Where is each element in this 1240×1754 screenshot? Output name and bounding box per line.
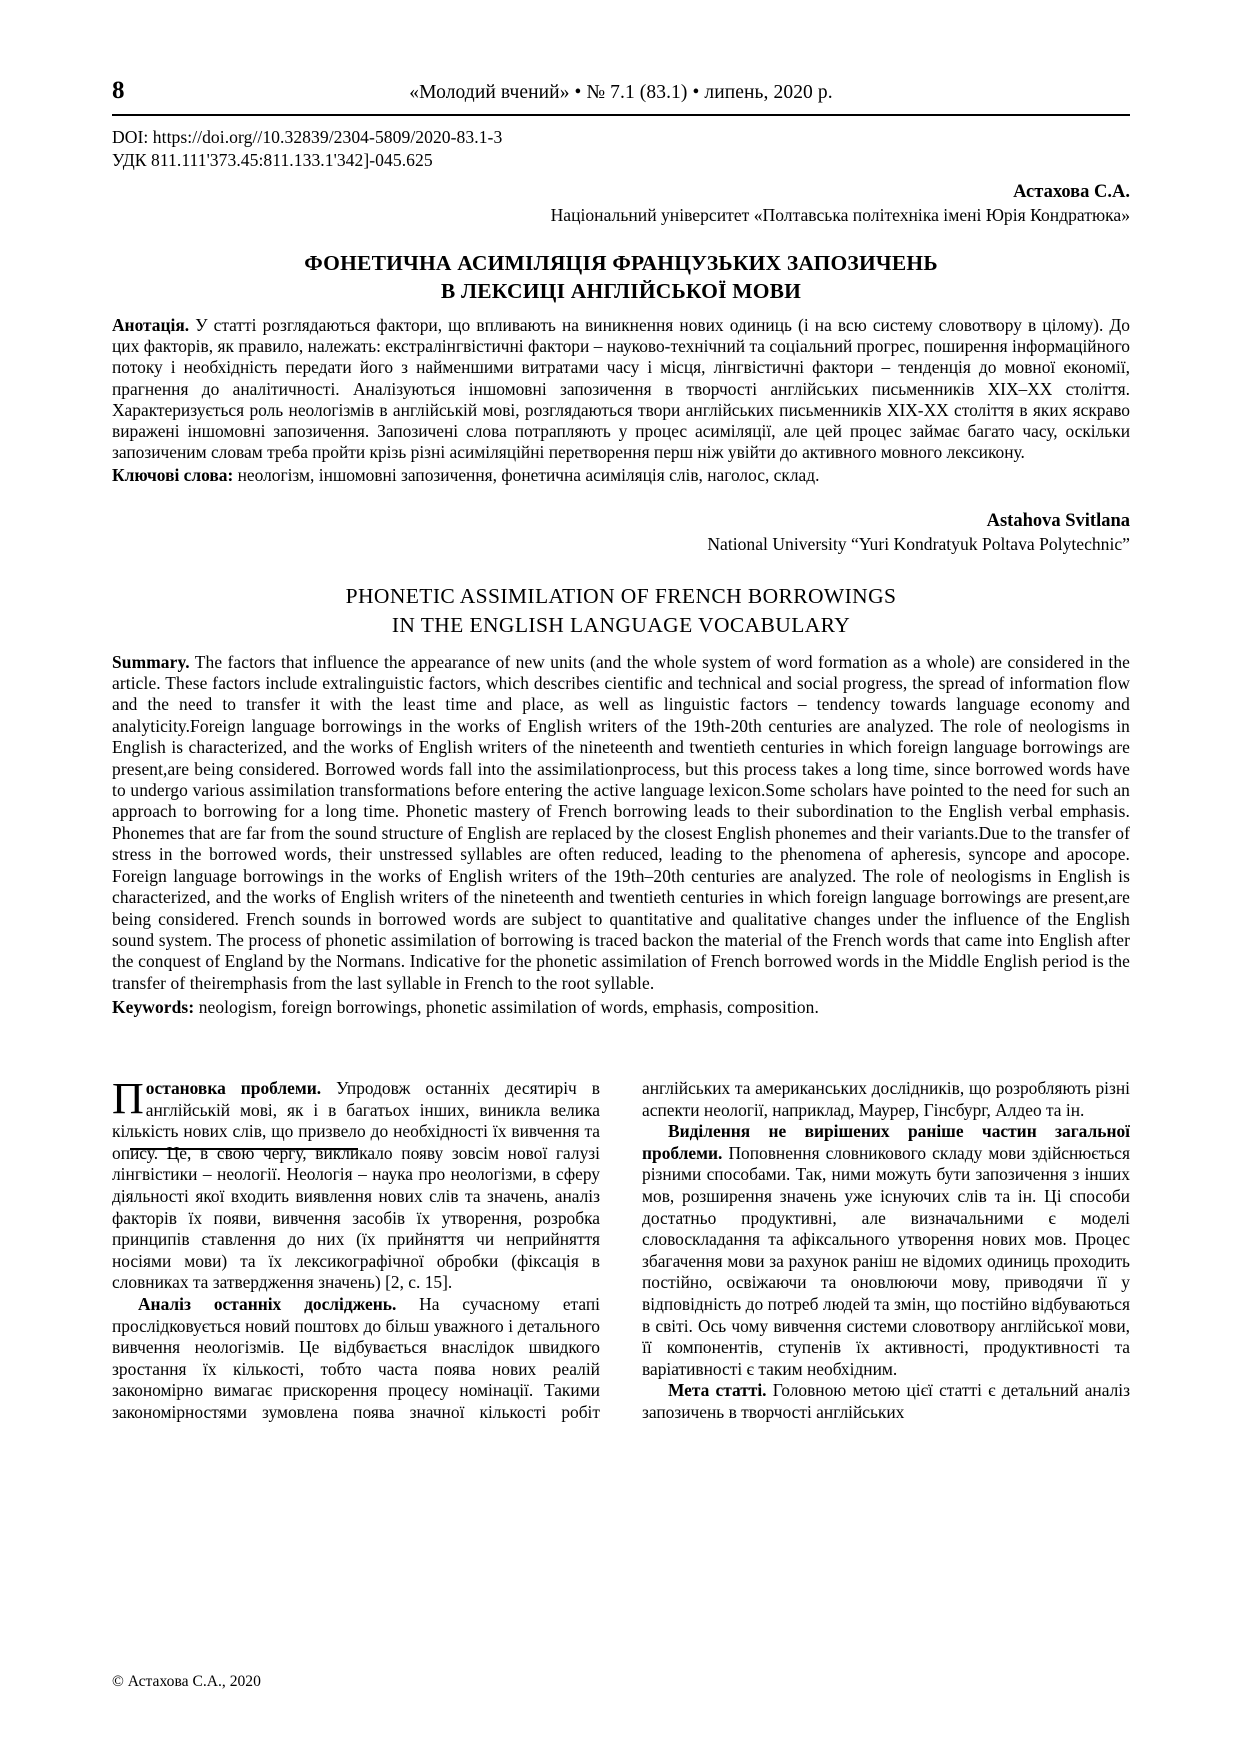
paragraph-lead-in: Аналіз останніх досліджень. [138, 1293, 397, 1314]
udc-line: УДК 811.111'373.45:811.133.1'342]-045.625 [112, 150, 433, 170]
en-summary [112, 652, 1130, 995]
en-summary-text: The factors that influence the appearance of new units (and the whole system of word formation as a whole) are considered in the article. These factors include extralinguistic factors, which describes cientific and technical and social progress, the spread of information flow and the need to transfer it with the least time and place, as well as linguistic factors – tendency towards language economy and analyticity.Foreign language borrowings in the works of English writers of the 19th-20th centuries are analyzed. The role of neologisms in English is characterized, and the works of English writers of the nineteenth and twentieth centuries in which foreign language borrowings are present,are being considered. Borrowed words fall into the assimilationprocess, but this process takes a long time, since borrowed words have to undergo various assimilation transformations before entering the active language lexicon.Some scholars have pointed to the need for such an approach to borrowing for a long time. Phonetic mastery of French borrowing leads to their subordination to the English verbal emphasis. Phonemes that are far from the sound structure of English are replaced by the closest English phonemes and their variants.Due to the transfer of stress in the borrowed words, their unstressed syllables are often reduced, leading to the phenomena of apheresis, syncope and apocope. Foreign language borrowings in the works of English writers of the 19th–20th centuries are analyzed. The role of neologisms in English is characterized, and the works of English writers of the nineteenth and twentieth centuries in which foreign language borrowings are present,are being considered. French sounds in borrowed words are subject to quantitative and qualitative changes under the influence of the English sound system. The process of phonetic assimilation of borrowing is traced backon the material of the French words that came into English after the conquest of England by the Normans. Indicative for the phonetic assimilation of French borrowed words in the Middle English period is the transfer of theiremphasis from the last syllable in French to the root syllable. [112, 651, 1130, 993]
en-keywords-text: neologism, foreign borrowings, phonetic assimilation of words, emphasis, composition. [194, 997, 819, 1018]
ua-keywords [112, 465, 1130, 486]
en-keywords-label: Keywords: [112, 997, 195, 1018]
en-title-line-1: PHONETIC ASSIMILATION OF FRENCH BORROWINGS [345, 583, 897, 608]
body-paragraph [112, 1074, 600, 1294]
en-summary-label: Summary. [112, 651, 190, 672]
doi-line[interactable]: DOI: https://doi.org//10.32839/2304-5809/2020-83.1-3 [112, 127, 503, 147]
ua-article-title [112, 249, 1130, 305]
paragraph-lead-in: Виділення не вирішених раніше частин загальної проблеми. [642, 1121, 1130, 1163]
en-author: Astahova Svitlana [986, 510, 1130, 531]
ua-abstract-text: У статті розглядаються фактори, що впливають на виникнення нових одиниць (і на всю систему словотвору в цілому). До цих факторів, як правило, належать: екстралінгвістичні фактори – науково-технічний та соціальний прогрес, поширення інформаційного потоку і необхідність передати його з найменшими витратами часу і місця, лінгвістичні фактори – тенденція до мовної економії, прагнення до аналітичності. Аналізуються іншомовні запозичення в творчості англійських письменників XIX–XX століття. Характеризується роль неологізмів в англійській мові, розглядаються твори англійських письменників XIX-XX століття в яких яскраво виражені іншомовні запозичення. Запозичені слова потрапляють у процес асиміляції, але цей процес займає багато часу, оскільки запозиченим словам треба пройти крізь різні асиміляційні перетворення перш ніж увійти до активного мовного лексикону. [112, 315, 1130, 463]
paragraph-text: Поповнення словникового складу мови здійснюється різними способами. Так, ними можуть бути запозичення з інших мов, розширення значень уже існуючих слів та ін. Ці способи достатньо продуктивні, але визначальними є моделі словоскладання та афіксального утворення нових мов. Процес збагачення мови за рахунок раніш не відомих одиниць проходить постійно, освіжаючи та оновлюючи мову, приводячи її у відповідність до потреб людей та змін, що постійно відбуваються в світі. Ось чому вивчення системи словотвору англійської мови, її компонентів, ступенів їх активності, продуктивності та варіативності є таким необхідним. [642, 1142, 1130, 1379]
paragraph-lead-in: Мета статті. [668, 1380, 767, 1401]
running-head [112, 78, 1130, 103]
paragraph-text: Головною метою цієї статті є детальний аналіз запозичень в творчості англійських [642, 1380, 1130, 1422]
en-keywords [112, 997, 1130, 1018]
journal-running-title: «Молодий вчений» • № 7.1 (83.1) • липень, 2020 р. [409, 82, 833, 103]
en-title-line-2: IN THE ENGLISH LANGUAGE VOCABULARY [391, 612, 851, 637]
header-divider [112, 114, 1130, 116]
body-paragraph [642, 1380, 1130, 1423]
en-article-title [112, 582, 1130, 640]
paragraph-lead-in: остановка проблеми. [145, 1078, 322, 1098]
footer-copyright: © Астахова С.А., 2020 [112, 1673, 261, 1690]
ua-author: Астахова С.А. [1013, 182, 1130, 202]
ua-keywords-text: неологізм, іншомовні запозичення, фонетична асиміляція слів, наголос, склад. [233, 465, 820, 486]
ua-keywords-label: Ключові слова: [112, 465, 234, 486]
drop-cap: П [112, 1074, 144, 1123]
page-number: 8 [112, 77, 125, 104]
ua-abstract-label: Анотація. [112, 315, 190, 335]
body-paragraph [642, 1121, 1130, 1380]
ua-title-line-1: ФОНЕТИЧНА АСИМІЛЯЦІЯ ФРАНЦУЗЬКИХ ЗАПОЗИЧЕНЬ [304, 251, 938, 275]
front-matter [112, 126, 1130, 1019]
en-affiliation: National University “Yuri Kondratyuk Poltava Polytechnic” [707, 533, 1130, 554]
paragraph-text: Упродовж останніх десятиріч в англійській мові, як і в багатьох інших, виникла велика кількість нових слів, що призвело до необхідності їх вивчення та опису. Це, в свою чергу, викликало появу зовсім нової галузі лінгвістики – неології. Неологія – наука про неологізми, в сферу діяльності якої входить виявлення нових слів та значень, аналіз факторів їх появи, вивчення засобів їх утворення, розробка принципів ставлення до них (їх прийняття чи неприйняття носіями мови) та їх лексикографічної обробки (фіксація в словниках та затвердження значень) [2, с. 15]. [112, 1078, 600, 1293]
paragraph-text: На сучасному етапі прослідковується новий поштовх до більш уважного і детального вивчення неологізмів. Це відбувається внаслідок швидкого зростання їх кількості, тобто часта поява нових реалій закономірно вимагає прискорення процесу номінації. Такими закономірностями зумовлена поява значної кількості робіт англійських та американських дослідників, що розробляють різні аспекти неології, наприклад, Маурер, Гінсбург, Алдео та ін. [112, 1078, 1130, 1422]
ua-abstract [112, 315, 1130, 463]
ua-affiliation: Національний університет «Полтавська політехніка імені Юрія Кондратюка» [550, 205, 1130, 225]
ua-title-line-2: В ЛЕКСИЦІ АНГЛІЙСЬКОЇ МОВИ [440, 279, 802, 303]
body-columns [112, 1074, 1130, 1638]
